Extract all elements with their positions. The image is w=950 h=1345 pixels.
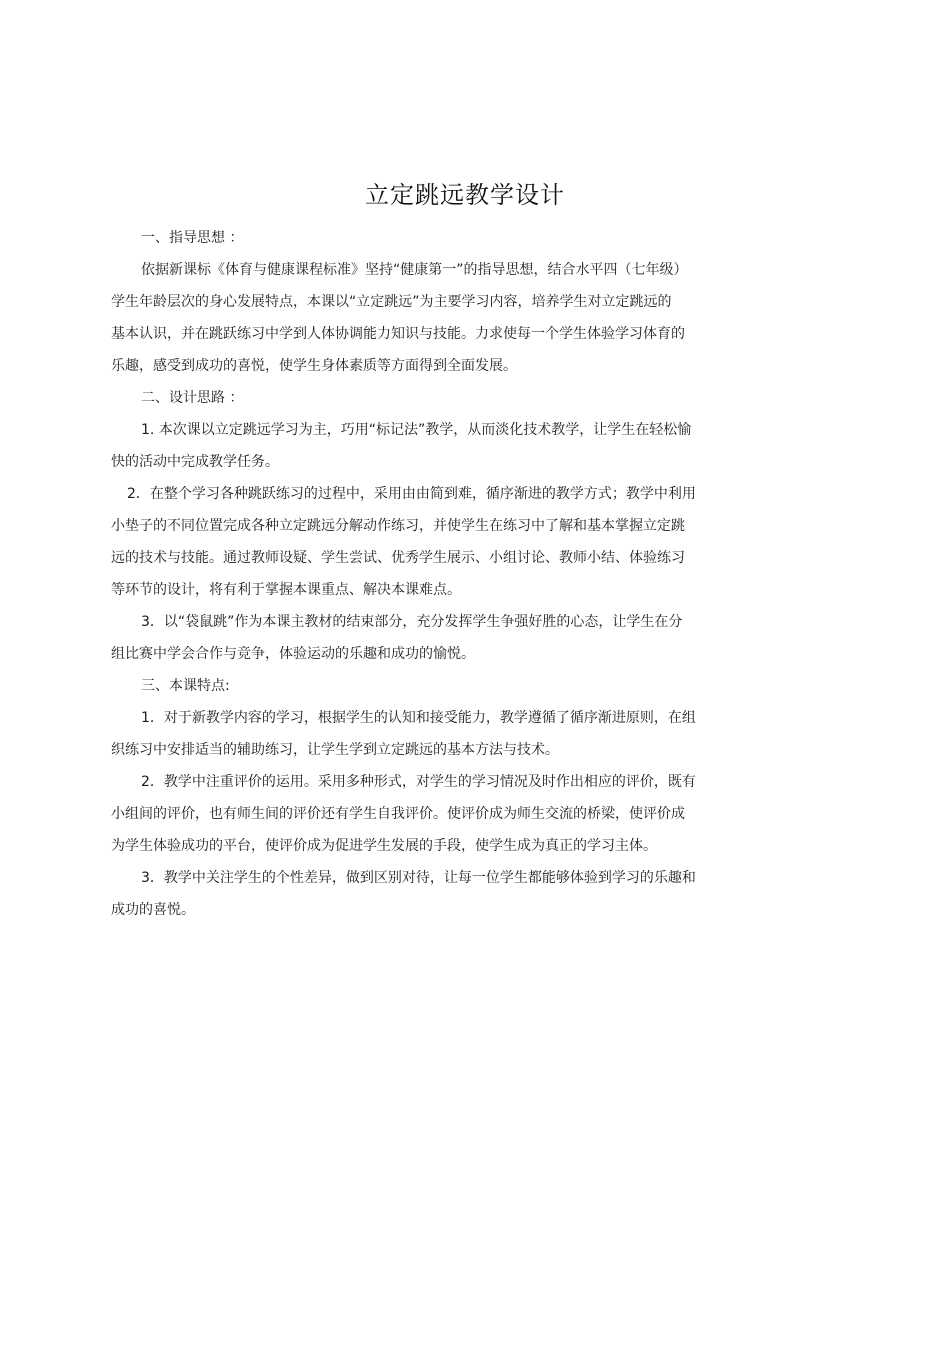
paragraph-line: 2．在整个学习各种跳跃练习的过程中，采用由由简到难，循序渐进的教学方式；教学中利用 [127,486,696,502]
paragraph-line: 3．以“袋鼠跳”作为本课主教材的结束部分，充分发挥学生争强好胜的心态，让学生在分 [141,614,683,630]
document-title: 立定跳远教学设计 [365,181,565,209]
paragraph-line: 3．教学中关注学生的个性差异，做到区别对待，让每一位学生都能够体验到学习的乐趣和 [141,870,696,886]
paragraph-line: 1．对于新教学内容的学习，根据学生的认知和接受能力，教学遵循了循序渐进原则，在组 [141,710,696,726]
paragraph-line: 织练习中安排适当的辅助练习，让学生学到立定跳远的基本方法与技术。 [111,742,559,758]
paragraph-line: 2．教学中注重评价的运用。采用多种形式，对学生的学习情况及时作出相应的评价，既有 [141,774,696,790]
paragraph-line: 乐趣，感受到成功的喜悦，使学生身体素质等方面得到全面发展。 [111,358,517,374]
section-heading-design-approach: 二、设计思路 ： [141,390,244,406]
paragraph-line: 为学生体验成功的平台，使评价成为促进学生发展的手段，使学生成为真正的学习主体。 [111,838,657,854]
paragraph-line: 组比赛中学会合作与竞争，体验运动的乐趣和成功的愉悦。 [111,646,475,662]
paragraph-line: 小垫子的不同位置完成各种立定跳远分解动作练习，并使学生在练习中了解和基本掌握立定跳 [111,518,685,534]
paragraph-line: 等环节的设计，将有利于掌握本课重点、解决本课难点。 [111,582,461,598]
paragraph-line: 快的活动中完成教学任务。 [111,454,279,470]
paragraph-line: 1. 本次课以立定跳远学习为主，巧用“标记法”教学，从而淡化技术教学，让学生在轻松愉 [141,422,692,438]
paragraph-line: 依据新课标《体育与健康课程标准》坚持“健康第一”的指导思想，结合水平四（七年级） [141,262,688,278]
paragraph-line: 小组间的评价，也有师生间的评价还有学生自我评价。使评价成为师生交流的桥梁，使评价成 [111,806,685,822]
paragraph-line: 学生年龄层次的身心发展特点，本课以“立定跳远”为主要学习内容，培养学生对立定跳远的 [111,294,672,310]
paragraph-line: 成功的喜悦。 [111,902,195,918]
paragraph-line: 基本认识，并在跳跃练习中学到人体协调能力知识与技能。力求使每一个学生体验学习体育的 [111,326,685,342]
section-heading-guiding-ideology: 一、指导思想 ： [141,230,244,246]
paragraph-line: 远的技术与技能。通过教师设疑、学生尝试、优秀学生展示、小组讨论、教师小结、体验练习 [111,550,685,566]
section-heading-lesson-features: 三、本课特点: [141,678,230,694]
